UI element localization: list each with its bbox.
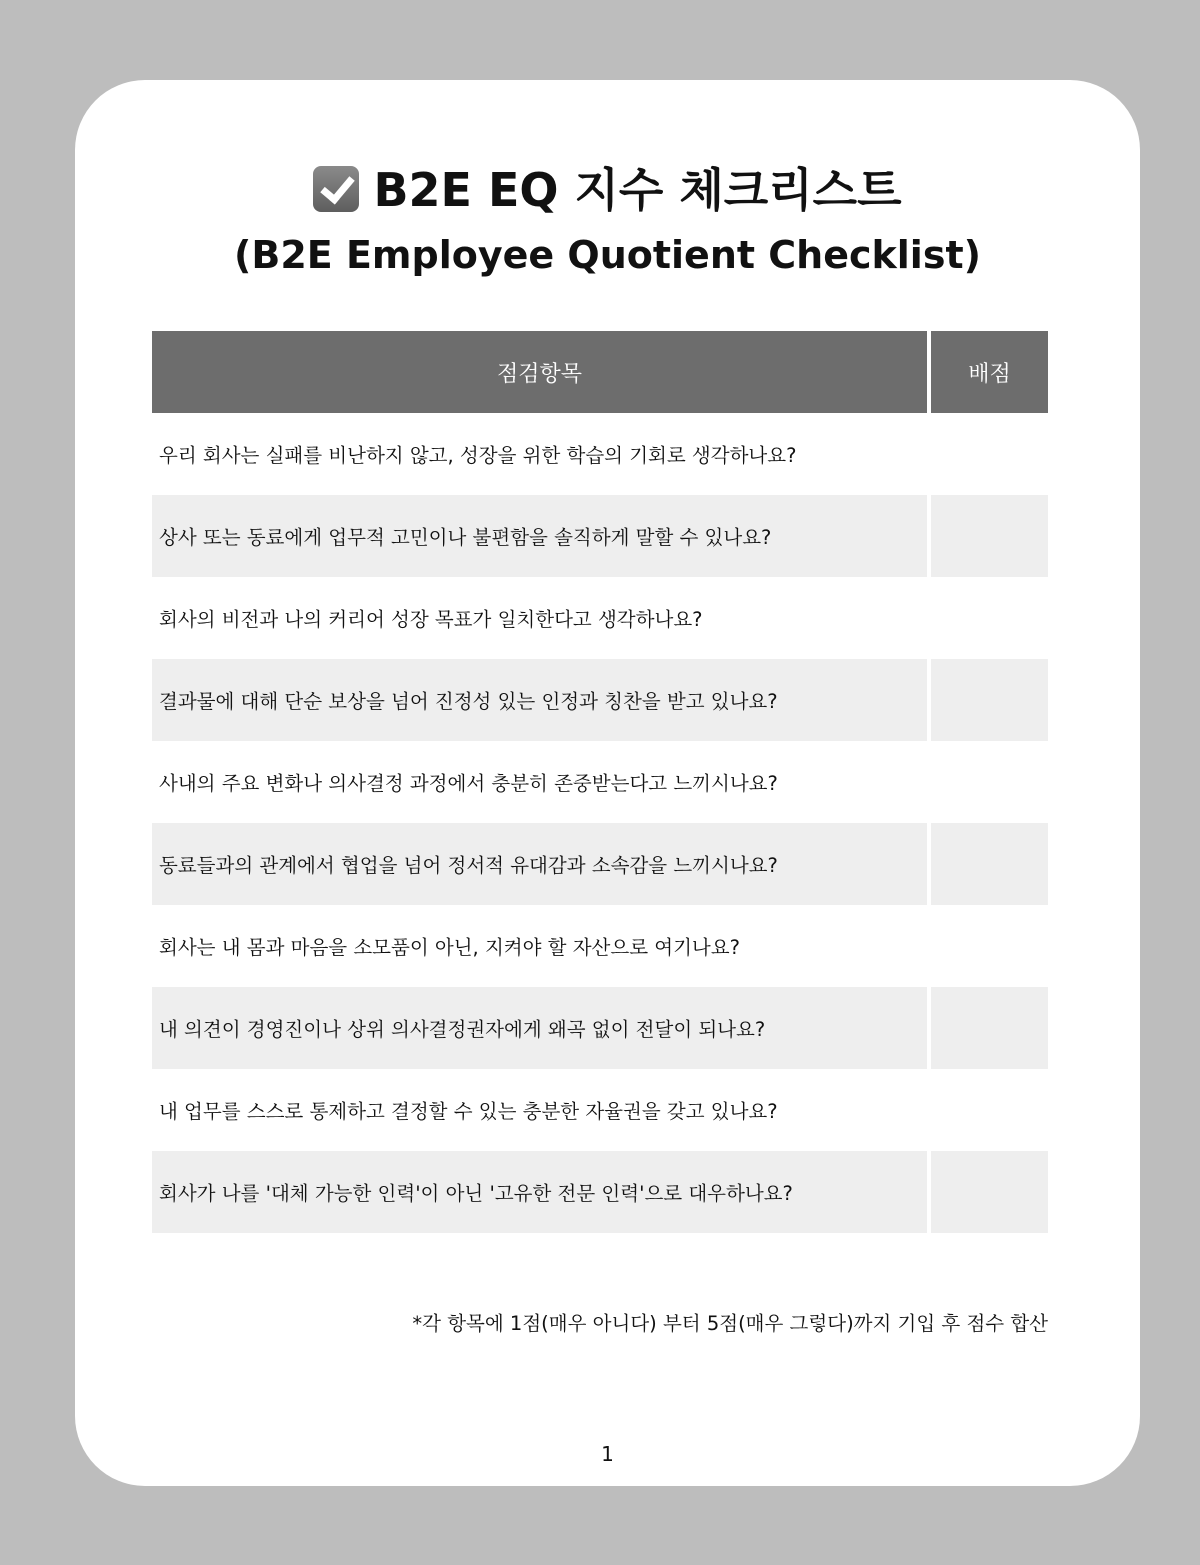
score-cell[interactable] xyxy=(931,987,1048,1069)
question-cell: 회사가 나를 '대체 가능한 인력'이 아닌 '고유한 전문 인력'으로 대우하나요? xyxy=(152,1151,927,1233)
scoring-note: *각 항목에 1점(매우 아니다) 부터 5점(매우 그렇다)까지 기입 후 점수 합산 xyxy=(412,1312,1048,1335)
question-cell: 회사의 비전과 나의 커리어 성장 목표가 일치한다고 생각하나요? xyxy=(159,608,703,631)
table-row xyxy=(152,1151,1048,1233)
question-cell: 상사 또는 동료에게 업무적 고민이나 불편함을 솔직하게 말할 수 있나요? xyxy=(152,495,927,577)
score-cell[interactable] xyxy=(931,905,1048,987)
table-row xyxy=(152,577,1048,659)
page-subtitle: (B2E Employee Quotient Checklist) xyxy=(234,233,981,277)
table-row xyxy=(152,659,1048,741)
table-row xyxy=(152,823,1048,905)
question-cell: 내 의견이 경영진이나 상위 의사결정권자에게 왜곡 없이 전달이 되나요? xyxy=(152,987,927,1069)
table-row xyxy=(152,905,1048,987)
score-cell[interactable] xyxy=(931,741,1048,823)
score-cell[interactable] xyxy=(931,823,1048,905)
page-number: 1 xyxy=(601,1442,614,1466)
score-cell[interactable] xyxy=(931,577,1048,659)
score-cell[interactable] xyxy=(931,1151,1048,1233)
title-text: B2E EQ 지수 체크리스트 xyxy=(373,163,902,217)
table-header xyxy=(152,331,1048,413)
question-cell: 우리 회사는 실패를 비난하지 않고, 성장을 위한 학습의 기회로 생각하나요? xyxy=(159,444,797,467)
table-row xyxy=(152,741,1048,823)
score-cell[interactable] xyxy=(931,495,1048,577)
page-title xyxy=(75,162,1140,218)
table-row xyxy=(152,413,1048,495)
ballot-box-with-check-icon xyxy=(313,166,359,212)
header-score: 배점 xyxy=(931,331,1048,413)
header-item: 점검항목 xyxy=(152,331,927,413)
question-cell: 사내의 주요 변화나 의사결정 과정에서 충분히 존중받는다고 느끼시나요? xyxy=(159,772,778,795)
score-cell[interactable] xyxy=(931,1069,1048,1151)
score-cell[interactable] xyxy=(931,659,1048,741)
score-cell[interactable] xyxy=(931,413,1048,495)
question-cell: 결과물에 대해 단순 보상을 넘어 진정성 있는 인정과 칭찬을 받고 있나요? xyxy=(152,659,927,741)
table-row xyxy=(152,495,1048,577)
table-row xyxy=(152,987,1048,1069)
checklist-table xyxy=(152,331,1048,1233)
question-cell: 동료들과의 관계에서 협업을 넘어 정서적 유대감과 소속감을 느끼시나요? xyxy=(152,823,927,905)
question-cell: 회사는 내 몸과 마음을 소모품이 아닌, 지켜야 할 자산으로 여기나요? xyxy=(159,936,740,959)
question-cell: 내 업무를 스스로 통제하고 결정할 수 있는 충분한 자율권을 갖고 있나요? xyxy=(159,1100,778,1123)
table-row xyxy=(152,1069,1048,1151)
checklist-page xyxy=(75,80,1140,1486)
